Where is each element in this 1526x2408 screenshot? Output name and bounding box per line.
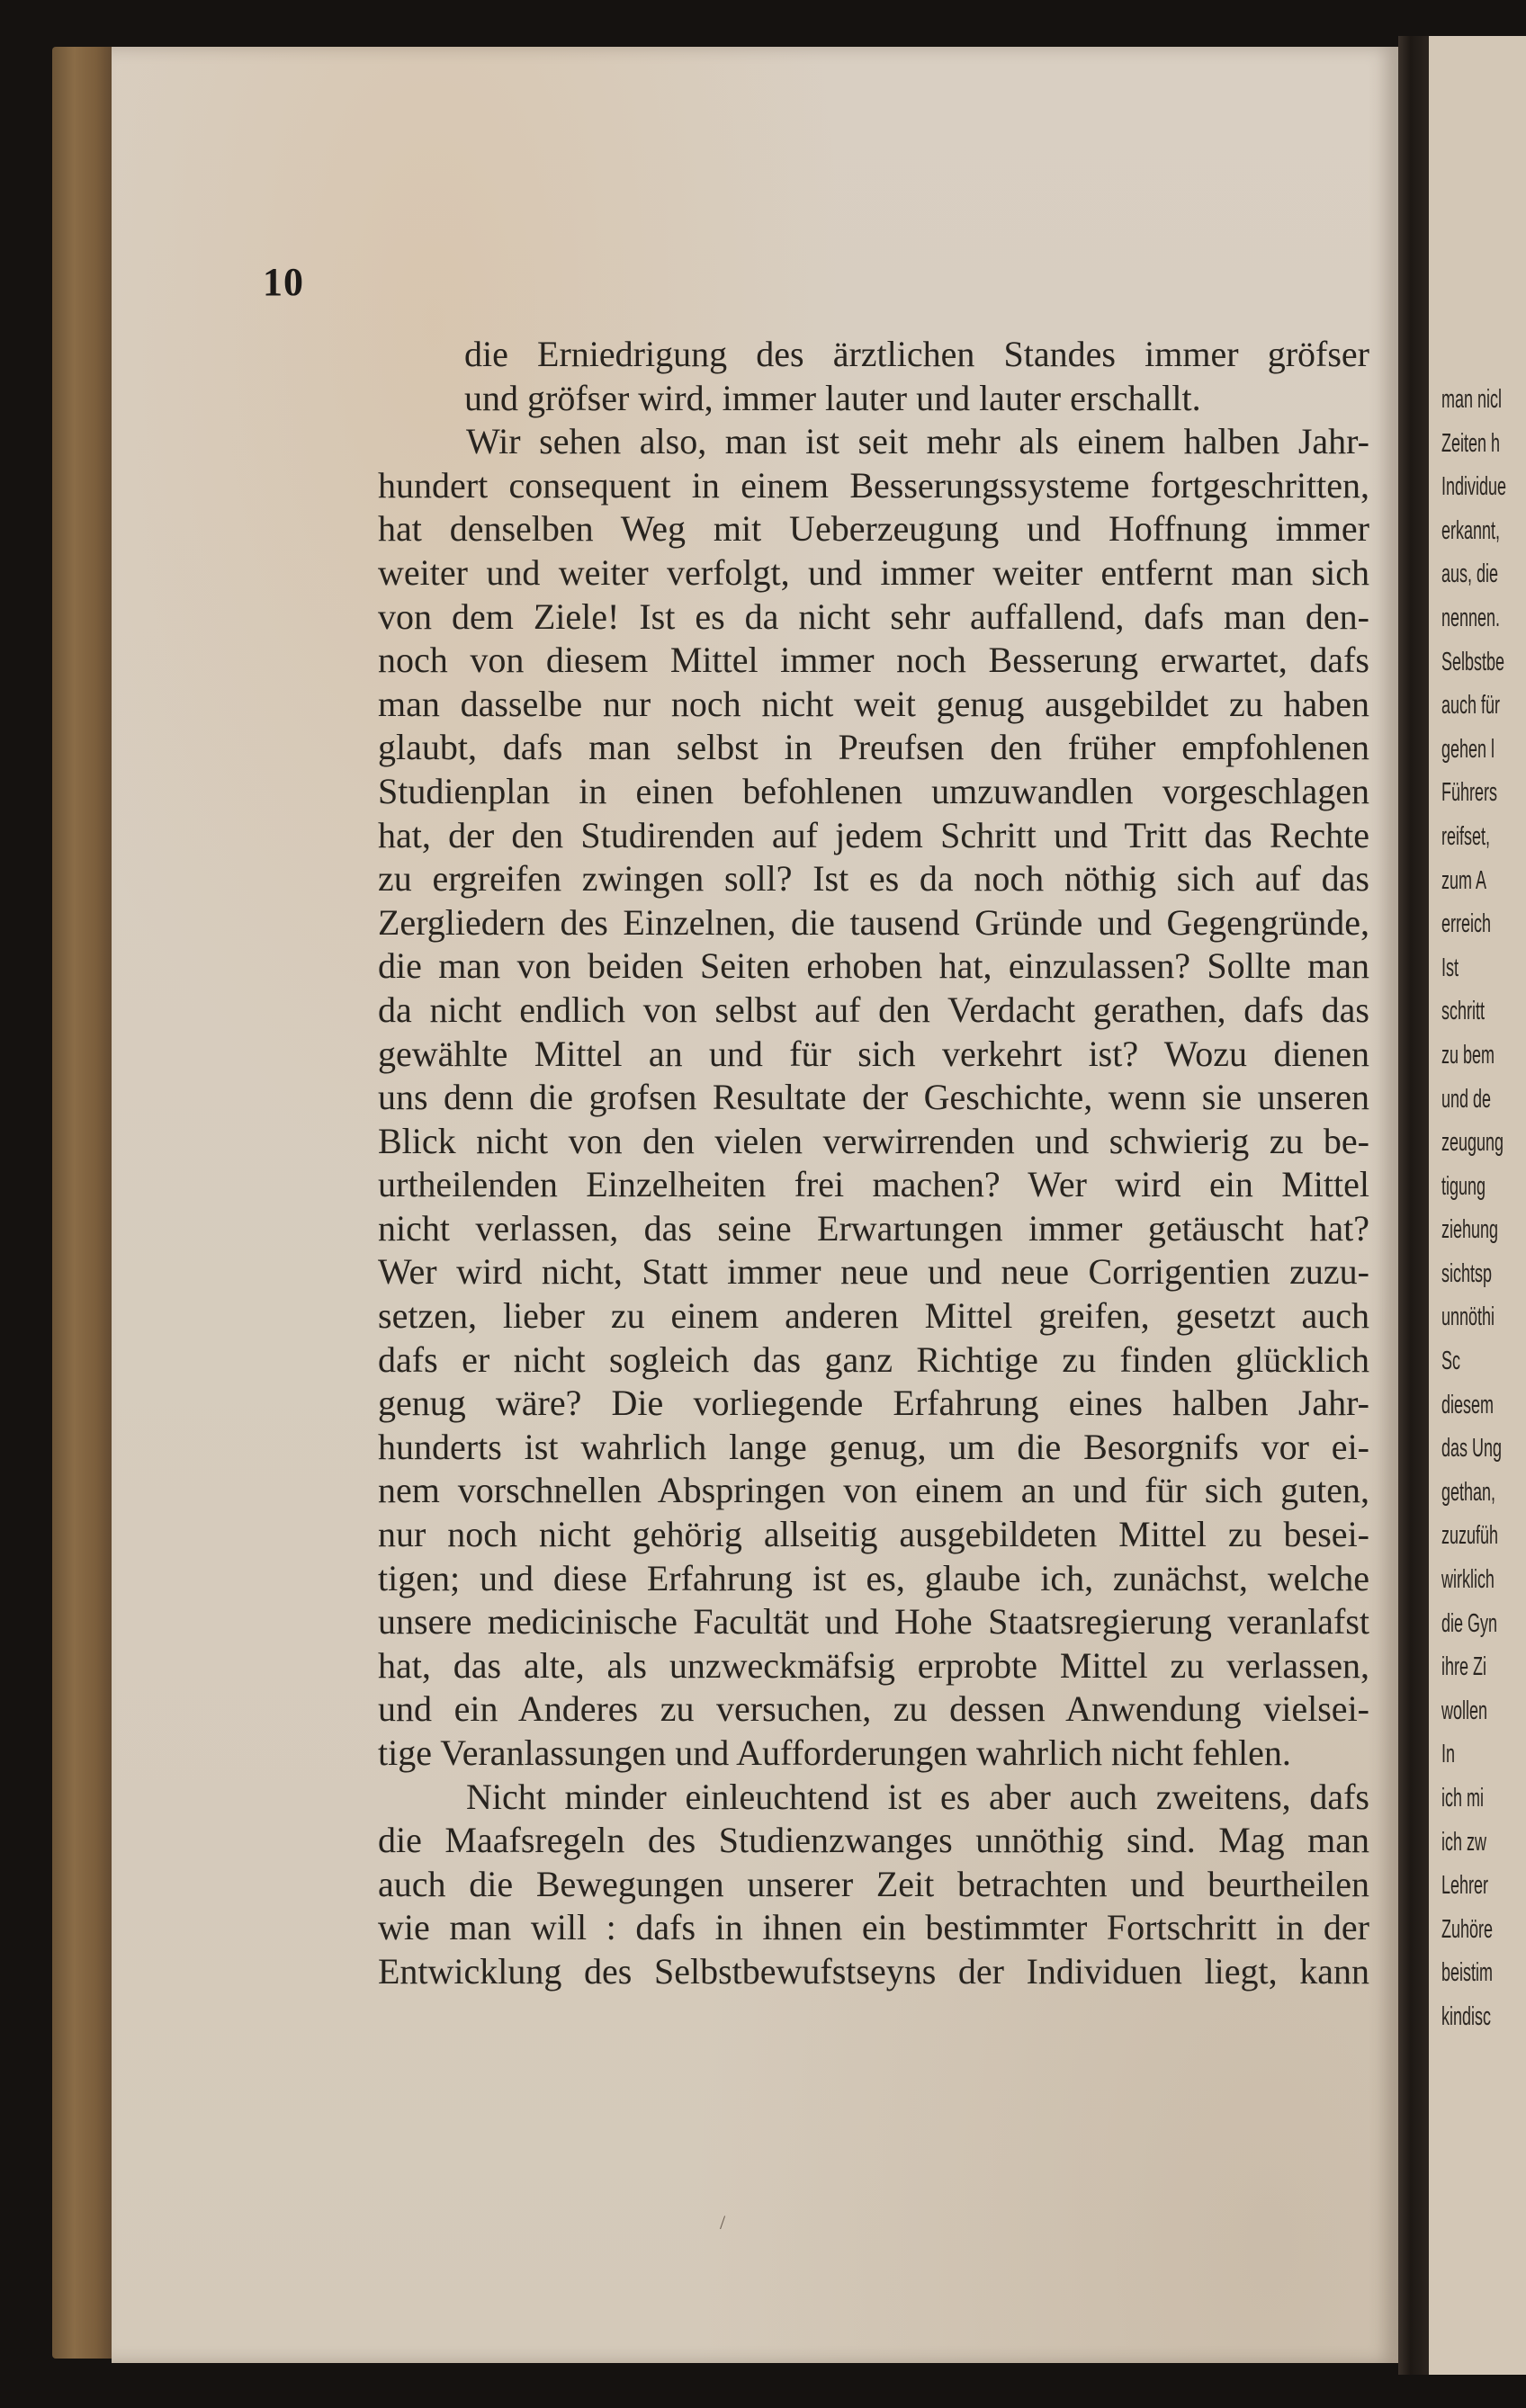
- text-line: hundert consequent in einem Besserungssysteme fortgeschritten,: [378, 464, 1369, 506]
- book-spine-edge: [52, 47, 115, 2359]
- text-line: zu ergreifen zwingen soll? Ist es da noch nöthig sich auf das: [378, 858, 1369, 900]
- text-line: die man von beiden Seiten erhoben hat, einzulassen? Sollte man: [378, 945, 1369, 987]
- text-line: glaubt, dafs man selbst in Preufsen den früher empfohlenen: [378, 727, 1369, 768]
- facing-text-line: man nicl: [1441, 385, 1502, 414]
- text-line: urtheilenden Einzelheiten frei machen? Wer wird ein Mittel: [378, 1164, 1369, 1205]
- facing-text-line: beistim: [1441, 1958, 1493, 1988]
- facing-text-line: diesem: [1441, 1390, 1494, 1419]
- text-line: noch von diesem Mittel immer noch Besserung erwartet, dafs: [378, 640, 1369, 681]
- text-line: wie man will : dafs in ihnen ein bestimmter Fortschritt in der: [378, 1907, 1369, 1948]
- facing-text-line: auch für: [1441, 691, 1500, 721]
- facing-text-line: schritt: [1441, 997, 1485, 1026]
- text-line: Studienplan in einen befohlenen umzuwandlen vorgeschlagen: [378, 770, 1369, 811]
- facing-text-line: Zuhöre: [1441, 1914, 1493, 1944]
- facing-text-line: und de: [1441, 1084, 1491, 1114]
- text-line: auch die Bewegungen unserer Zeit betrachten und beurtheilen: [378, 1863, 1369, 1904]
- facing-text-line: kindisc: [1441, 2001, 1491, 2031]
- facing-text-line: erreich: [1441, 909, 1491, 939]
- text-line: und gröfser wird, immer lauter und lauter erschallt.: [464, 377, 1201, 418]
- text-line: Zergliedern des Einzelnen, die tausend Gründe und Gegengründe,: [378, 901, 1369, 943]
- book-gutter: [1398, 36, 1429, 2375]
- facing-text-line: ihre Zi: [1441, 1652, 1486, 1682]
- text-line: die Maafsregeln des Studienzwanges unnöthig sind. Mag man: [378, 1820, 1369, 1861]
- text-line: hat, das alte, als unzweckmäfsig erprobte Mittel zu verlassen,: [378, 1644, 1369, 1686]
- facing-text-line: tigung: [1441, 1171, 1486, 1201]
- facing-text-line: gehen l: [1441, 734, 1495, 764]
- text-line: weiter und weiter verfolgt, und immer weiter entfernt man sich: [378, 551, 1369, 593]
- text-line: hat denselben Weg mit Ueberzeugung und Hoffnung immer: [378, 508, 1369, 550]
- text-line: unsere medicinische Facultät und Hohe Staatsregierung veranlafst: [378, 1601, 1369, 1643]
- page-number: 10: [263, 260, 304, 304]
- facing-text-line: zuzufüh: [1441, 1521, 1498, 1551]
- text-line: Wer wird nicht, Statt immer neue und neue Corrigentien zuzu-: [378, 1251, 1369, 1293]
- facing-text-line: nennen.: [1441, 603, 1500, 632]
- facing-text-line: erkannt,: [1441, 515, 1500, 545]
- facing-text-line: gethan,: [1441, 1477, 1495, 1507]
- text-line: von dem Ziele! Ist es da nicht sehr auffallend, dafs man den-: [378, 595, 1369, 637]
- facing-text-line: Zeiten h: [1441, 428, 1500, 458]
- facing-text-line: zu bem: [1441, 1040, 1495, 1070]
- facing-text-line: Sc: [1441, 1347, 1460, 1376]
- text-line: Nicht minder einleuchtend ist es aber auch zweitens, dafs: [466, 1776, 1369, 1817]
- facing-text-line: zeugung: [1441, 1128, 1504, 1158]
- facing-text-line: ich zw: [1441, 1827, 1486, 1857]
- footer-mark: /: [720, 2211, 726, 2233]
- facing-text-line: ziehung: [1441, 1215, 1498, 1245]
- facing-text-line: reifset,: [1441, 821, 1490, 851]
- text-line: Entwicklung des Selbstbewufstseyns der Individuen liegt, kann: [378, 1950, 1369, 1992]
- facing-page-text: [1441, 378, 1526, 2039]
- text-line: man dasselbe nur noch nicht weit genug ausgebildet zu haben: [378, 683, 1369, 724]
- page-body-text: [378, 333, 1369, 1994]
- text-line: nem vorschnellen Abspringen von einem an und für sich guten,: [378, 1470, 1369, 1511]
- facing-text-line: ich mi: [1441, 1784, 1484, 1813]
- facing-text-line: Individue: [1441, 472, 1506, 502]
- facing-text-line: das Ung: [1441, 1434, 1502, 1464]
- facing-text-line: sichtsp: [1441, 1258, 1492, 1288]
- facing-text-line: unnöthi: [1441, 1302, 1495, 1332]
- text-line: hunderts ist wahrlich lange genug, um die Besorgnifs vor ei-: [378, 1426, 1369, 1467]
- text-line: nur noch nicht gehörig allseitig ausgebildeten Mittel zu besei-: [378, 1514, 1369, 1555]
- text-line: dafs er nicht sogleich das ganz Richtige zu finden glücklich: [378, 1338, 1369, 1380]
- text-line: nicht verlassen, das seine Erwartungen immer getäuscht hat?: [378, 1207, 1369, 1249]
- facing-text-line: In: [1441, 1740, 1455, 1769]
- text-line: gewählte Mittel an und für sich verkehrt ist? Wozu dienen: [378, 1033, 1369, 1074]
- text-line: tigen; und diese Erfahrung ist es, glaube ich, zunächst, welche: [378, 1557, 1369, 1598]
- facing-text-line: wirklich: [1441, 1565, 1495, 1595]
- facing-text-line: Lehrer: [1441, 1871, 1488, 1901]
- facing-text-line: wollen: [1441, 1696, 1487, 1725]
- text-line: setzen, lieber zu einem anderen Mittel greifen, gesetzt auch: [378, 1295, 1369, 1337]
- text-line: Blick nicht von den vielen verwirrenden und schwierig zu be-: [378, 1120, 1369, 1161]
- facing-text-line: Selbstbe: [1441, 647, 1504, 676]
- text-line: da nicht endlich von selbst auf den Verdacht gerathen, dafs das: [378, 989, 1369, 1030]
- facing-text-line: zum A: [1441, 865, 1486, 895]
- text-line: tige Veranlassungen und Aufforderungen wahrlich nicht fehlen.: [378, 1732, 1291, 1773]
- text-line: uns denn die grofsen Resultate der Geschichte, wenn sie unseren: [378, 1077, 1369, 1118]
- text-line: genug wäre? Die vorliegende Erfahrung eines halben Jahr-: [378, 1383, 1369, 1424]
- facing-text-line: Ist: [1441, 953, 1459, 982]
- facing-text-line: Führers: [1441, 778, 1497, 808]
- text-line: Wir sehen also, man ist seit mehr als einem halben Jahr-: [466, 421, 1369, 462]
- facing-page-fragment: [1429, 36, 1526, 2375]
- text-line: hat, der den Studirenden auf jedem Schritt und Tritt das Rechte: [378, 814, 1369, 855]
- facing-text-line: die Gyn: [1441, 1608, 1497, 1638]
- facing-text-line: aus, die: [1441, 559, 1498, 589]
- text-line: und ein Anderes zu versuchen, zu dessen Anwendung vielsei-: [378, 1688, 1369, 1730]
- text-line: die Erniedrigung des ärztlichen Standes immer gröfser: [464, 334, 1369, 374]
